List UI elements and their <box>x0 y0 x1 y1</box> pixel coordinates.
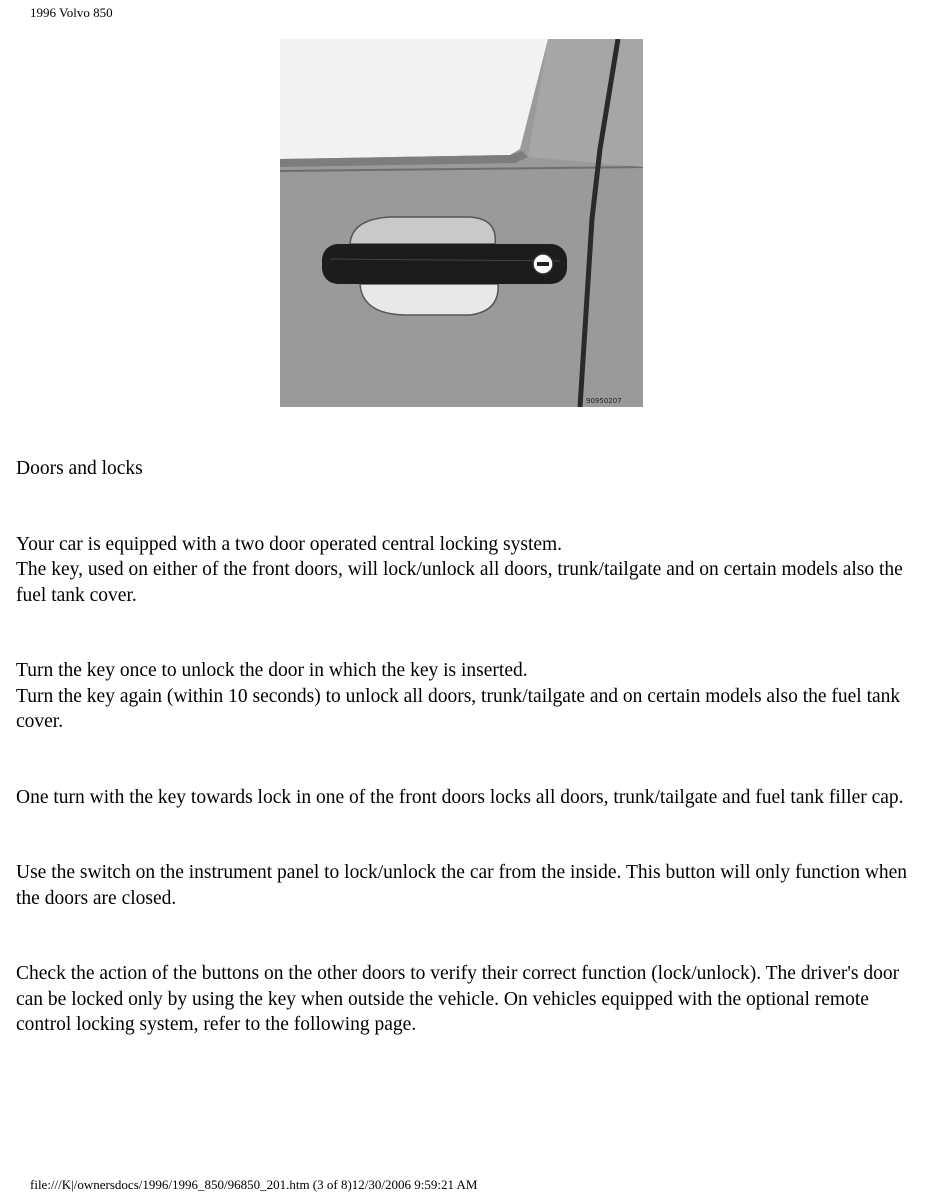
section-heading: Doors and locks <box>16 458 143 479</box>
page-header-title: 1996 Volvo 850 <box>30 5 113 20</box>
paragraph-line: Your car is equipped with a two door operated central locking system. <box>16 533 563 555</box>
page-footer-path: file:///K|/ownersdocs/1996/1996_850/96850_201.htm (3 of 8)12/30/2006 9:59:21 AM <box>30 1177 478 1192</box>
paragraph-line: Check the action of the buttons on the other doors to verify their correct function (lock/unlock). The driver's door can be locked only by using the key when outside the vehicle. On vehicles equipped with the optional remote control locking system, refer to the following page. <box>16 963 900 1035</box>
image-code-label: 90950207 <box>586 397 622 405</box>
paragraph-central-locking <box>16 532 911 609</box>
main-content <box>16 456 911 1088</box>
paragraph-instrument-switch <box>16 860 911 911</box>
paragraph-check-buttons <box>16 961 911 1038</box>
paragraph-unlock <box>16 658 911 735</box>
door-handle-illustration <box>280 39 643 407</box>
paragraph-line: The key, used on either of the front doors, will lock/unlock all doors, trunk/tailgate and on certain models also the fuel tank cover. <box>16 559 903 606</box>
paragraph-line: Turn the key again (within 10 seconds) to unlock all doors, trunk/tailgate and on certain models also the fuel tank cover. <box>16 685 901 732</box>
paragraph-lock <box>16 785 911 811</box>
paragraph-line: Use the switch on the instrument panel to lock/unlock the car from the inside. This button will only function when the doors are closed. <box>16 862 908 909</box>
paragraph-line: Turn the key once to unlock the door in which the key is inserted. <box>16 660 528 681</box>
door-handle-drawing <box>280 39 643 407</box>
paragraph-line: One turn with the key towards lock in one of the front doors locks all doors, trunk/tailgate and fuel tank filler cap. <box>16 786 904 808</box>
